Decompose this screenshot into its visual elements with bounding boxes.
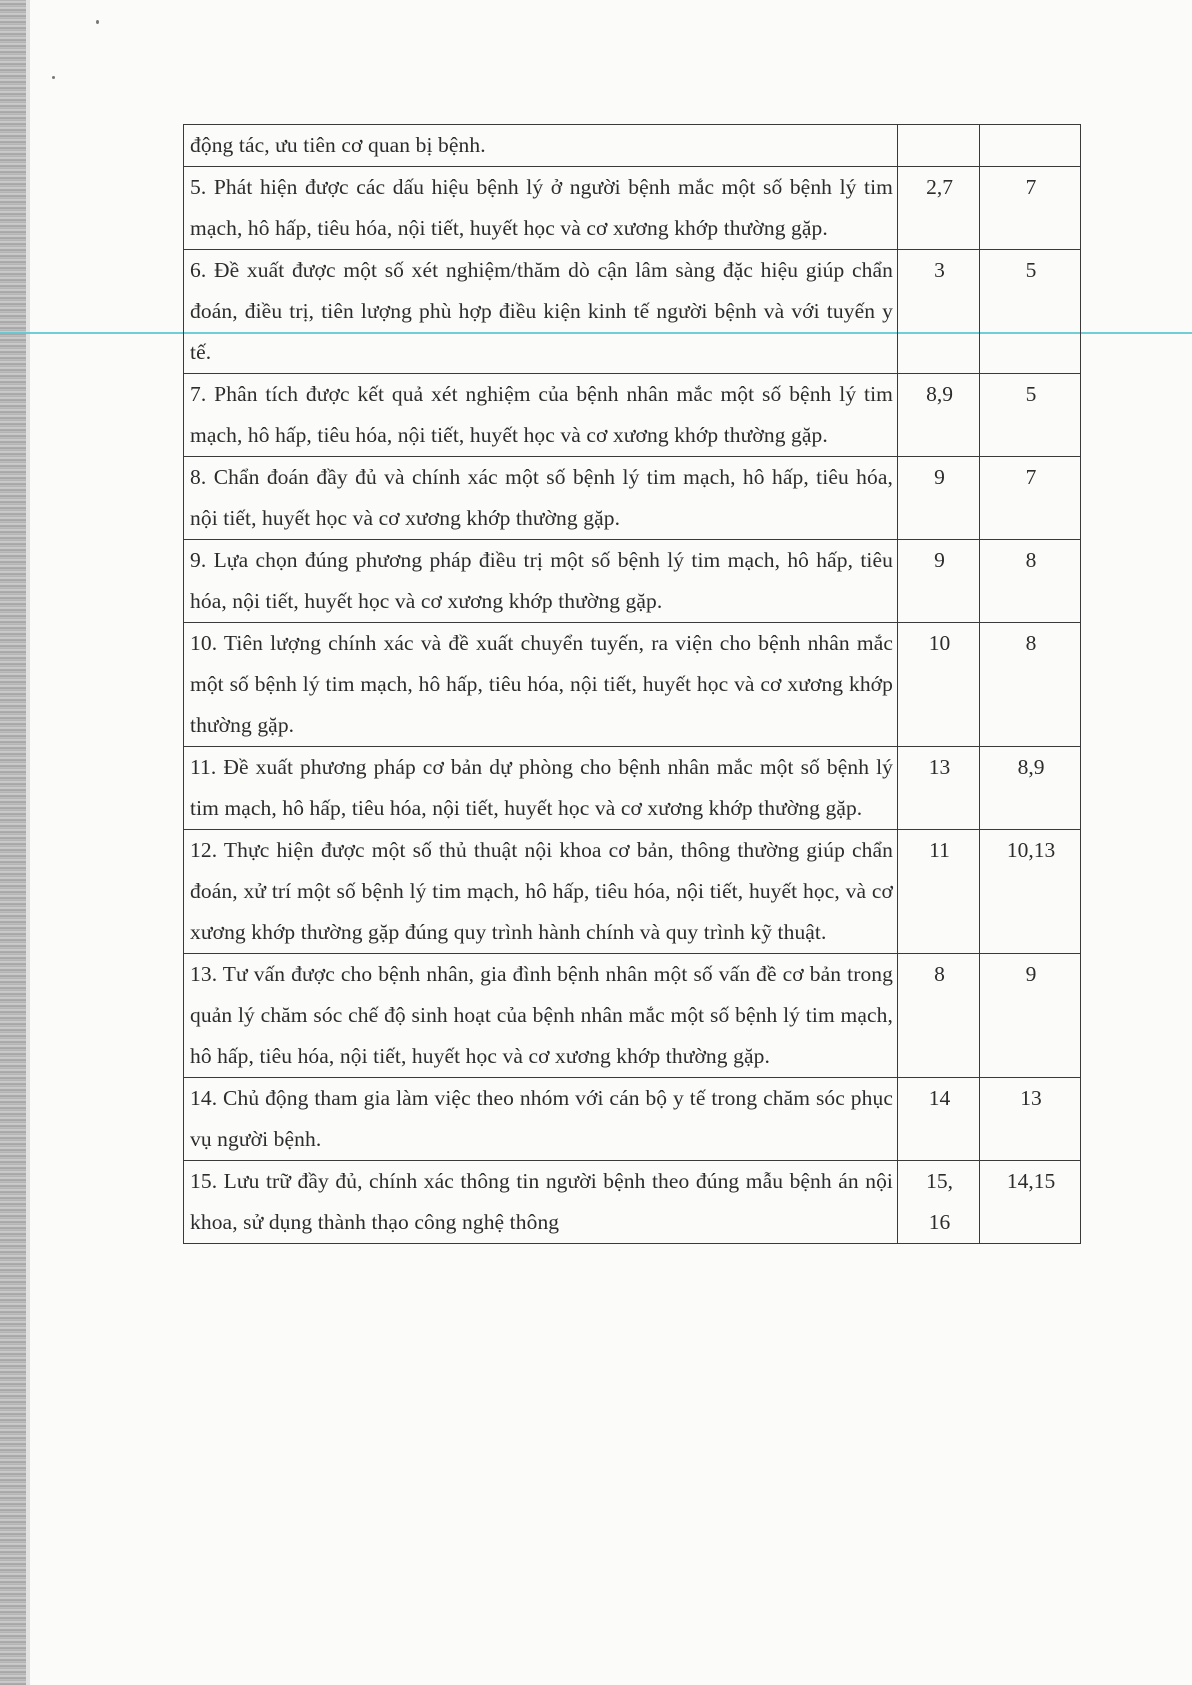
outcome-ref-a (898, 954, 980, 1078)
outcome-ref-b (980, 540, 1081, 623)
outcome-ref-a (898, 250, 980, 374)
outcome-ref-b-value: 10,13 (1006, 838, 1056, 862)
outcome-ref-a (898, 540, 980, 623)
outcome-ref-b (980, 457, 1081, 540)
scan-speck (96, 20, 99, 24)
outcome-ref-b (980, 1161, 1081, 1244)
outcome-text: 11. Đề xuất phương pháp cơ bản dự phòng cho bệnh nhân mắc một số bệnh lý tim mạch, hô hấp, tiêu hóa, nội tiết, huyết học và cơ xương khớp thường gặp. (184, 747, 898, 830)
table-row (184, 457, 1081, 540)
outcome-text: 7. Phân tích được kết quả xét nghiệm của bệnh nhân mắc một số bệnh lý tim mạch, hô hấp, tiêu hóa, nội tiết, huyết học và cơ xương khớp thường gặp. (184, 374, 898, 457)
outcome-ref-b-value: 8 (1025, 548, 1037, 572)
outcome-ref-b (980, 623, 1081, 747)
table-row (184, 125, 1081, 167)
outcome-ref-b-value: 13 (1020, 1086, 1042, 1110)
outcome-ref-b-value: 8,9 (1017, 755, 1045, 779)
outcome-ref-b (980, 830, 1081, 954)
outcome-ref-b-value: 14,15 (1006, 1169, 1056, 1193)
outcome-ref-a-value: 10 (928, 631, 951, 655)
outcome-text: 9. Lựa chọn đúng phương pháp điều trị một số bệnh lý tim mạch, hô hấp, tiêu hóa, nội tiết, huyết học và cơ xương khớp thường gặp. (184, 540, 898, 623)
outcome-ref-a (898, 830, 980, 954)
outcome-text: 13. Tư vấn được cho bệnh nhân, gia đình bệnh nhân một số vấn đề cơ bản trong quản lý chăm sóc chế độ sinh hoạt của bệnh nhân mắc một số bệnh lý tim mạch, hô hấp, tiêu hóa, nội tiết, huyết học và cơ xương khớp thường gặp. (184, 954, 898, 1078)
outcome-ref-b-value: 8 (1025, 631, 1037, 655)
outcome-ref-a-value: 8 (934, 962, 945, 986)
outcome-ref-a-value: 15, 16 (926, 1169, 953, 1234)
outcome-ref-a (898, 125, 980, 167)
outcome-ref-a (898, 167, 980, 250)
outcome-ref-a-value: 8,9 (926, 382, 953, 406)
outcome-ref-a (898, 1161, 980, 1244)
table-row (184, 954, 1081, 1078)
scan-binding-edge (0, 0, 26, 1685)
outcome-ref-b (980, 954, 1081, 1078)
outcome-ref-a (898, 623, 980, 747)
outcome-text: 15. Lưu trữ đầy đủ, chính xác thông tin người bệnh theo đúng mẫu bệnh án nội khoa, sử dụng thành thạo công nghệ thông (184, 1161, 898, 1244)
outcome-ref-b-value: 5 (1025, 382, 1037, 406)
scan-speck (52, 76, 55, 79)
outcome-text: 14. Chủ động tham gia làm việc theo nhóm với cán bộ y tế trong chăm sóc phục vụ người bệnh. (184, 1078, 898, 1161)
outcome-ref-b-value: 5 (1025, 258, 1037, 282)
outcome-ref-a-value: 9 (934, 465, 945, 489)
outcome-text: 12. Thực hiện được một số thủ thuật nội khoa cơ bản, thông thường giúp chẩn đoán, xử trí một số bệnh lý tim mạch, hô hấp, tiêu hóa, nội tiết, huyết học, và cơ xương khớp thường gặp đúng quy trình hành chính và quy trình kỹ thuật. (184, 830, 898, 954)
outcome-ref-b-value: 9 (1025, 962, 1037, 986)
outcome-text: 6. Đề xuất được một số xét nghiệm/thăm dò cận lâm sàng đặc hiệu giúp chẩn đoán, điều trị, tiên lượng phù hợp điều kiện kinh tế người bệnh và với tuyến y tế. (184, 250, 898, 374)
outcome-ref-b (980, 747, 1081, 830)
outcome-ref-a (898, 747, 980, 830)
outcome-text: 8. Chẩn đoán đầy đủ và chính xác một số bệnh lý tim mạch, hô hấp, tiêu hóa, nội tiết, huyết học và cơ xương khớp thường gặp. (184, 457, 898, 540)
table-row (184, 540, 1081, 623)
outcome-text: động tác, ưu tiên cơ quan bị bệnh. (184, 125, 898, 167)
outcome-ref-a (898, 1078, 980, 1161)
learning-outcomes-table (183, 124, 1081, 1244)
outcome-ref-a-value: 3 (934, 258, 945, 282)
table-row (184, 167, 1081, 250)
table-row (184, 374, 1081, 457)
outcome-ref-b (980, 125, 1081, 167)
table-row (184, 1161, 1081, 1244)
table-row (184, 747, 1081, 830)
outcome-ref-a-value: 9 (934, 548, 945, 572)
outcome-ref-a (898, 457, 980, 540)
scan-binding-shadow (26, 0, 30, 1685)
outcome-ref-a (898, 374, 980, 457)
table-row (184, 1078, 1081, 1161)
table-row (184, 830, 1081, 954)
outcome-ref-b (980, 374, 1081, 457)
outcome-ref-a-value: 14 (928, 1086, 951, 1110)
outcome-ref-b-value: 7 (1025, 465, 1037, 489)
outcome-ref-a-value: 11 (929, 838, 950, 862)
outcome-ref-b (980, 1078, 1081, 1161)
outcome-ref-a-value: 13 (928, 755, 951, 779)
table-row (184, 250, 1081, 374)
outcome-ref-b (980, 250, 1081, 374)
outcome-ref-b (980, 167, 1081, 250)
outcome-ref-a-value: 2,7 (926, 175, 953, 199)
outcome-ref-b-value: 7 (1025, 175, 1037, 199)
outcome-text: 10. Tiên lượng chính xác và đề xuất chuyển tuyến, ra viện cho bệnh nhân mắc một số bệnh lý tim mạch, hô hấp, tiêu hóa, nội tiết, huyết học và cơ xương khớp thường gặp. (184, 623, 898, 747)
outcome-text: 5. Phát hiện được các dấu hiệu bệnh lý ở người bệnh mắc một số bệnh lý tim mạch, hô hấp, tiêu hóa, nội tiết, huyết học và cơ xương khớp thường gặp. (184, 167, 898, 250)
table-row (184, 623, 1081, 747)
